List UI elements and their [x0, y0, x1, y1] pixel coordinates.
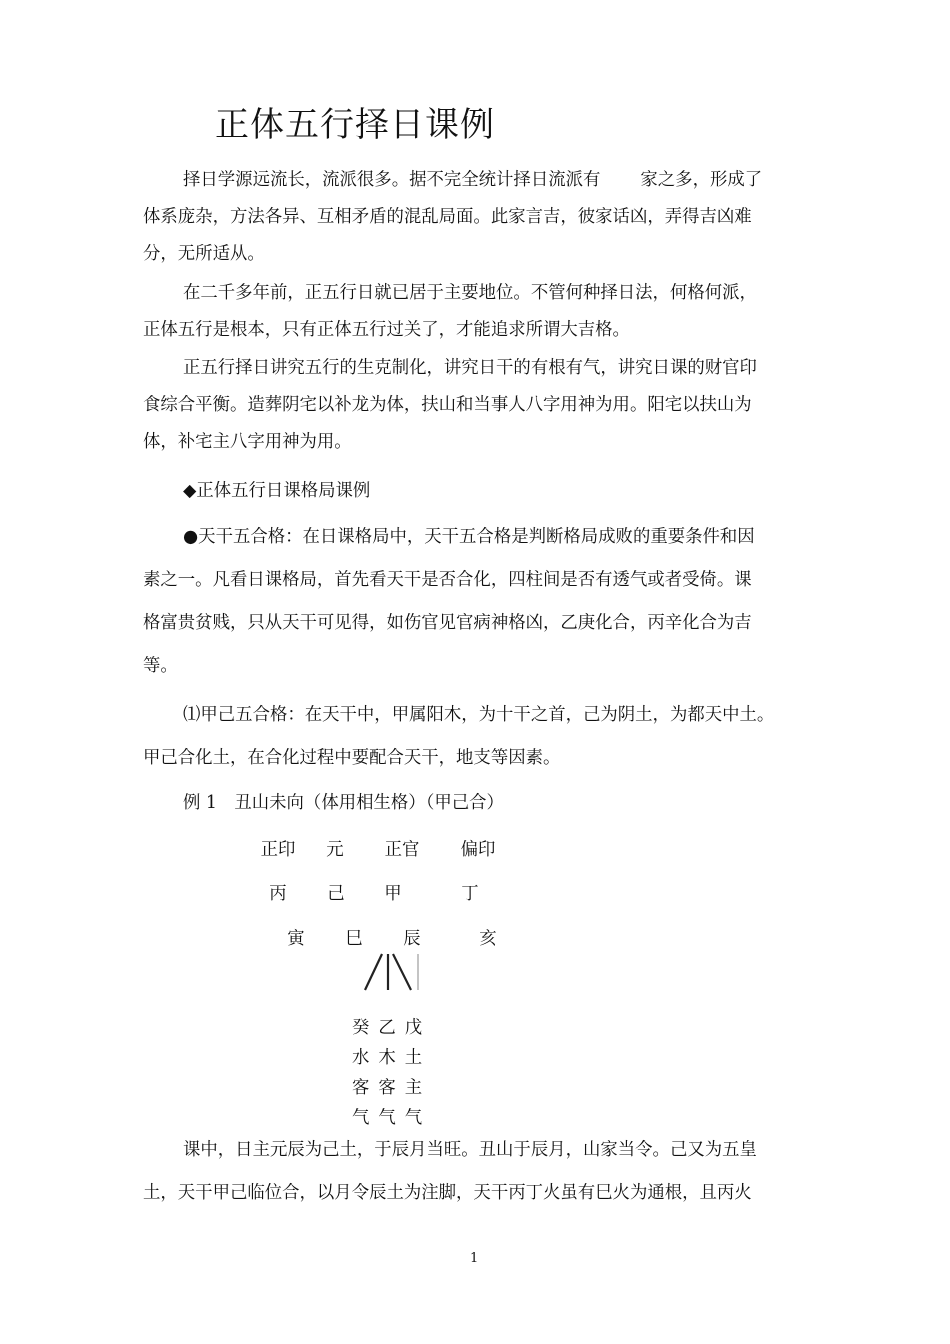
connector-line-right — [393, 954, 411, 990]
tiangan-paragraph — [143, 516, 811, 688]
text-line: 等。 — [143, 656, 178, 676]
jiaji-paragraph — [143, 694, 811, 780]
hidden-elements: 水木土 — [352, 1048, 432, 1068]
text-line: 土，天干甲己临位合，以月令辰土为注脚，天干丙丁火虽有巳火为通根，且丙火 — [143, 1183, 752, 1203]
stem-day: 甲 — [384, 884, 402, 904]
branch-month: 巳 — [345, 929, 363, 949]
connector-line-left — [365, 954, 382, 990]
text-line: 在二千多年前，正五行日就已居于主要地位。不管何种择日法，何格何派， — [183, 283, 757, 303]
role-month: 元 — [326, 840, 344, 860]
text-line: 例 1 丑山未向（体用相生格）（甲己合） — [183, 793, 504, 813]
text-line: 家之多，形成了 — [640, 170, 763, 190]
hidden-stems-connector-lines — [355, 950, 425, 996]
text-line: 课中，日主元辰为己土，于辰月当旺。丑山于辰月，山家当令。己又为五皇 — [183, 1140, 757, 1160]
text-line: 素之一。凡看日课格局，首先看天干是否合化，四柱间是否有透气或者受倚。课 — [143, 570, 752, 590]
intro-paragraph-1 — [143, 162, 811, 273]
hidden-qi-type: 客客主 — [352, 1078, 432, 1098]
intro-paragraph-3 — [143, 350, 811, 461]
example-label — [143, 785, 811, 822]
branch-year: 寅 — [287, 929, 305, 949]
text-line: 正体五行是根本，只有正体五行过关了，才能追求所谓大吉格。 — [143, 320, 630, 340]
role-hour: 偏印 — [460, 840, 496, 860]
text-line: 分，无所适从。 — [143, 244, 265, 264]
role-year: 正印 — [260, 840, 296, 860]
text-line: 正五行择日讲究五行的生克制化，讲究日干的有根有气，讲究日课的财官印 — [183, 358, 757, 378]
intro-paragraph-2 — [143, 275, 811, 349]
text-line: 择日学源远流长，流派很多。据不完全统计择日流派有 — [183, 170, 601, 190]
hidden-stems: 癸乙戊 — [352, 1018, 432, 1038]
text-line: ●天干五合格：在日课格局中，天干五合格是判断格局成败的重要条件和因 — [183, 527, 755, 547]
section-heading — [143, 473, 811, 510]
page-number: 1 — [470, 1251, 479, 1266]
hidden-qi-label: 气气气 — [352, 1108, 432, 1128]
branch-day: 辰 — [403, 929, 421, 949]
stem-year: 丙 — [269, 884, 287, 904]
stem-hour: 丁 — [461, 884, 479, 904]
text-line: 格富贵贫贱，只从天干可见得，如伤官见官病神格凶，乙庚化合，丙辛化合为吉 — [143, 613, 752, 633]
text-line: ⑴甲己五合格：在天干中，甲属阳木，为十干之首，己为阴土，为都天中土。 — [183, 705, 775, 725]
stem-month: 己 — [327, 884, 345, 904]
branch-hour: 亥 — [479, 929, 497, 949]
text-line: 食综合平衡。造葬阴宅以补龙为体，扶山和当事人八字用神为用。阳宅以扶山为 — [143, 395, 752, 415]
text-line: ◆正体五行日课格局课例 — [183, 481, 371, 501]
hidden-stems-block — [352, 1013, 442, 1133]
text-line: 体系庞杂，方法各异、互相矛盾的混乱局面。此家言吉，彼家话凶，弄得吉凶难 — [143, 207, 752, 227]
role-day: 正官 — [384, 840, 420, 860]
analysis-paragraph — [143, 1129, 811, 1215]
document-title: 正体五行择日课例 — [215, 105, 495, 145]
text-line: 甲己合化土，在合化过程中要配合天干，地支等因素。 — [143, 748, 561, 768]
text-line: 体，补宅主八字用神为用。 — [143, 432, 352, 452]
